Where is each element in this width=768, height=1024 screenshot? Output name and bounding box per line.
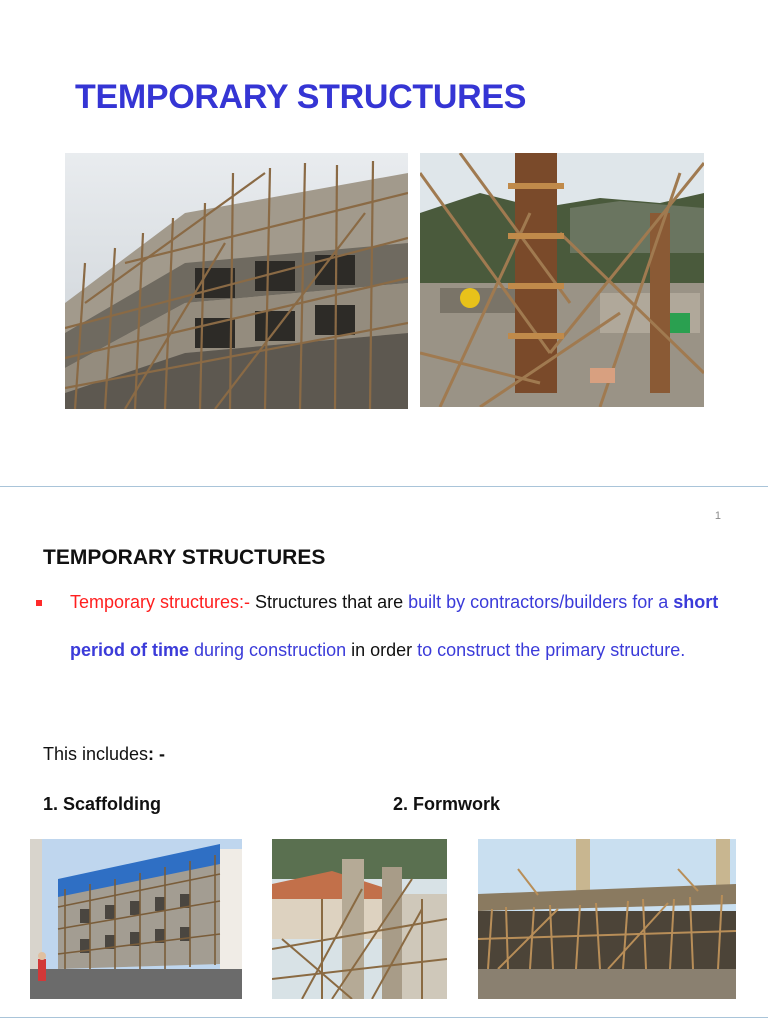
scaffolding-label: 1. Scaffolding: [43, 794, 162, 814]
definition-emphasis: during construction: [189, 639, 347, 660]
column-formwork-photo: [420, 153, 704, 407]
scaffolding-building-photo: [65, 153, 408, 409]
bullet-marker: [36, 600, 42, 606]
definition-bullet: [70, 579, 740, 674]
definition-emphasis: built by contractors/builders for a: [408, 592, 674, 612]
slide-title: TEMPORARY STRUCTURES: [75, 78, 527, 116]
slide-heading: TEMPORARY STRUCTURES: [43, 546, 326, 569]
includes-label: This includes: -: [43, 744, 166, 764]
bottom-divider: [0, 1017, 768, 1018]
formwork-label: 2. Formwork: [393, 794, 501, 814]
definition-emphasis-bold: short period of time: [70, 592, 719, 660]
definition-emphasis: to construct the primary structure.: [417, 639, 686, 660]
formwork-columns-photo: [272, 839, 447, 999]
definition-text: Structures that are: [250, 592, 409, 612]
page-number: 1: [714, 510, 721, 522]
slide-1: [0, 0, 768, 486]
definition-term: Temporary structures:-: [70, 592, 251, 612]
definition-text: in order: [346, 639, 418, 660]
slide-2: [0, 487, 768, 1017]
scaffolding-facade-photo: [30, 839, 242, 999]
slab-formwork-photo: [478, 839, 736, 999]
